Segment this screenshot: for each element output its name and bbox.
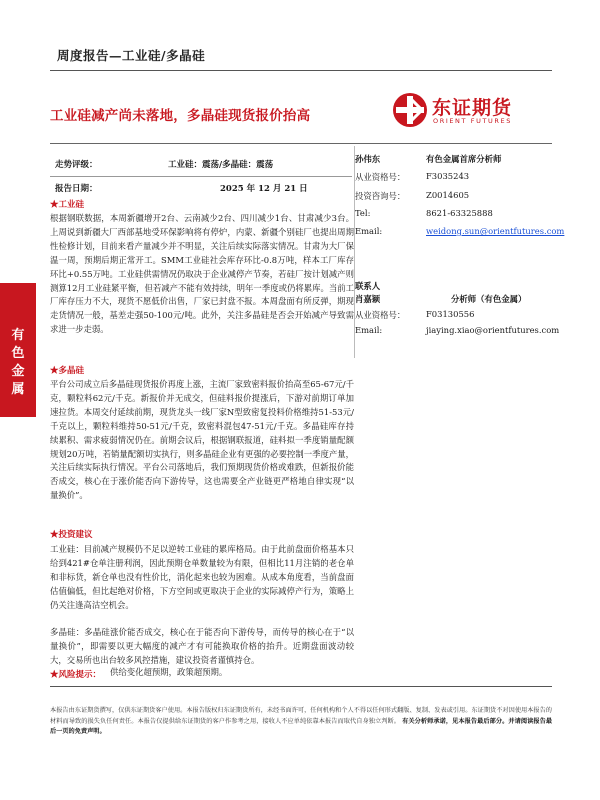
section-title-polysilicon: ★多晶硅 <box>50 366 85 376</box>
disclaimer-bold-note: 有关分析师承诺，见本报告最后部分。并请阅读报告最后一页的免责声明。 <box>50 717 553 735</box>
contact-name: 肖嘉颖 <box>355 294 381 304</box>
logo-name-en: ORIENT FUTURES <box>433 117 512 125</box>
section-body-polysilicon: 平台公司成立后多晶硅现货报价再度上涨，主流厂家致密料报价抬高至65-67元/千克，颗粒料62元/千克。新报价并无成交，但硅料报价提涨后，下游对前期订单加速拉货。本周交付延续前期，现货龙头一线厂家N型致密复投料价格维持51-53元/千克以上，颗粒料维持50-51元/千克，致密料混包47-51元/千克。多晶硅库存持续累积、需求疲弱情况仍在。前期会议后，根据钢联报道，硅料拟一季度销量配额规划20万吨，若销量配额切实执行，则多晶硅企业有更强的必要控制一季度产量，关注后续实际执行情况。平台公司落地后，我们预期现货价格或难跌，但新报价能否成交，核心在于涨价能否向下游传导，这也需要全产业链更严格地自律实现“以量换价”。 <box>50 379 354 501</box>
email-link[interactable]: weidong.sun@orientfutures.com <box>426 226 565 236</box>
contact-email-label: Email: <box>355 325 383 335</box>
rating-value: 工业硅：震荡/多晶硅：震荡 <box>168 160 274 170</box>
license-number: F3035243 <box>426 171 470 181</box>
date-label: 报告日期： <box>55 184 98 194</box>
report-date: 2025 年 12 月 21 日 <box>220 184 308 194</box>
top-divider <box>50 70 552 71</box>
contact-title: 分析师（有色金属） <box>451 294 527 304</box>
advice-body-polysilicon: 多晶硅：多晶硅涨价能否成交，核心在于能否向下游传导，而传导的核心在于“以量换价”，即需要以更大幅度的减产才有可能换取价格的抬升。近期盘面波动较大，交易所也出台较多风控措施，建议投资者谨慎持仓。 <box>50 627 354 665</box>
contact-license-label: 从业资格号： <box>355 310 406 320</box>
tel-label: Tel: <box>355 208 371 218</box>
contact-email[interactable]: jiaying.xiao@orientfutures.com <box>426 325 560 335</box>
analyst-title: 有色金属首席分析师 <box>426 154 502 164</box>
logo-name-cn: 东证期货 <box>432 97 513 119</box>
consult-label: 投资咨询号： <box>355 191 406 201</box>
sector-tab-label: 有 色 金 属 <box>11 328 25 397</box>
email-label: Email: <box>355 226 383 236</box>
company-logo <box>392 92 542 128</box>
rating-label: 走势评级： <box>55 160 98 170</box>
consult-number: Z0014605 <box>426 190 470 200</box>
analyst-name: 孙伟东 <box>355 154 381 164</box>
report-headline: 工业硅减产尚未落地，多晶硅现货报价抬高 <box>50 108 311 124</box>
license-label: 从业资格号： <box>355 172 406 182</box>
advice-body-silicon: 工业硅：目前减产规模仍不足以逆转工业硅的累库格局。由于此前盘面价格基本只给到421#仓单注册利润，因此预期仓单数量较为有限，但相比11月注销的老仓单和非标货，新仓单也没有性价比，消化起来也较为困难。从成本角度看，当前盘面估值偏低，但比起绝对价格，下方空间或更取决于企业的实际减停产行为，策略上仍关注逢高沽空机会。 <box>50 544 354 610</box>
section-title-advice: ★投资建议 <box>50 530 93 540</box>
contact-license-number: F03130556 <box>426 309 475 319</box>
section-title-silicon: ★工业硅 <box>50 200 85 210</box>
risk-body: 供给变化超预期，政策超预期。 <box>110 667 228 677</box>
tel-number: 8621-63325888 <box>426 208 493 218</box>
section-body-silicon: 根据钢联数据，本周新疆增开2台、云南减少2台、四川减少1台、甘肃减少3台。上周说到新疆大厂西部基地受环保影响将有停炉，内蒙、新疆个别硅厂也提出周期性检修计划，目前来看产量减少并不明显，关注后续实际落实情况。甘肃为大厂保温一周，预期后期正常开工。SMM工业硅社会库存环比-0.8万吨，样本工厂库存环比+0.55万吨。工业硅供需情况仍取决于企业减停产节奏，若硅厂按计划减产则测算12月工业硅紧平衡，但若减产不能有效持续，明年一季度或仍将累库。当前工厂库存压力不大，现货不愿低价出售，厂家已封盘不报。本周盘面有所反弹，期现走货情况一般，基差走强50-100元/吨。此外，关注多晶硅是否会开始减产导致需求进一步走弱。 <box>50 213 354 335</box>
risk-title: ★风险提示： <box>50 670 102 680</box>
report-type: 周度报告—工业硅/多晶硅 <box>57 48 206 63</box>
orient-futures-emblem-icon <box>392 92 428 128</box>
footer-divider <box>50 686 552 687</box>
contact-heading: 联系人 <box>355 281 381 291</box>
header-divider <box>50 143 552 144</box>
meta-divider <box>50 176 352 177</box>
footer-disclaimer <box>50 706 552 738</box>
disclaimer-text: 本报告由东证期货撰写，仅供东证期货客户使用。本报告版权归东证期货所有，未经书面许可，任何机构和个人不得以任何形式翻版、复制、发表或引用。东证期货不对因使用本报告的材料而导致的损失负任何责任。本报告仅提供给东证期货的客户作参考之用，接收人不应单纯依靠本报告而取代自身独立判断。 <box>50 707 552 725</box>
